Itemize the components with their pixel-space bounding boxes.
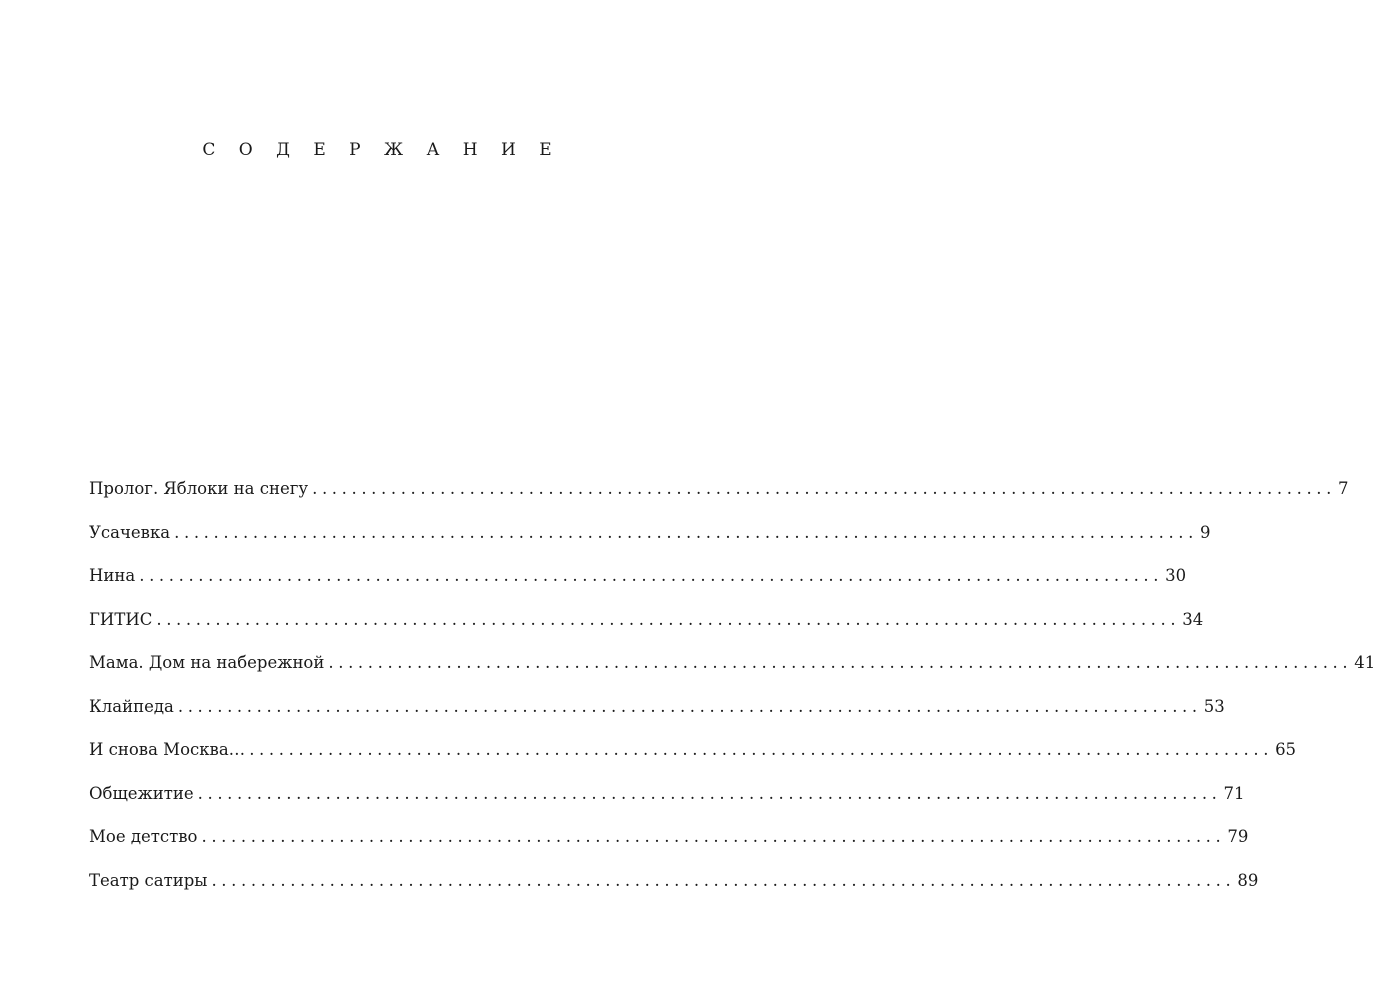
toc-entry-title: Усачевка: [89, 522, 171, 542]
toc-leader: ........................................................................................................: [177, 696, 1202, 716]
toc-entry[interactable]: [89, 477, 1349, 521]
toc-entry[interactable]: [89, 695, 1225, 739]
toc-page-number: 71: [1223, 783, 1245, 803]
toc-page-number: 41: [1354, 653, 1375, 672]
toc-entry-title: Общежитие: [89, 783, 194, 803]
toc-entry-title: Мама. Дом на набережной: [89, 653, 325, 672]
toc-leader: ........................................................................................................: [201, 827, 1226, 846]
toc-entry[interactable]: [89, 521, 1211, 565]
toc-page-number: 79: [1227, 827, 1249, 846]
toc-page-number: 9: [1200, 522, 1211, 542]
toc-entry-title: ГИТИС: [89, 609, 153, 629]
toc-leader: ........................................................................................................: [328, 653, 1353, 672]
toc-entry[interactable]: [89, 651, 1375, 695]
toc-entry-title: Пролог. Яблоки на снегу: [89, 479, 309, 498]
table-of-contents: [89, 477, 1375, 912]
toc-entry[interactable]: [89, 738, 1297, 782]
toc-entry[interactable]: [89, 825, 1249, 869]
toc-entry[interactable]: [89, 869, 1259, 913]
toc-entry[interactable]: [89, 608, 1204, 652]
toc-entry[interactable]: [89, 564, 1187, 608]
toc-entry-title: Нина: [89, 566, 136, 585]
toc-entry-title: И снова Москва…: [89, 740, 246, 759]
toc-entry-title: Мое детство: [89, 827, 198, 846]
toc-page-number: 30: [1165, 566, 1187, 585]
toc-leader: ........................................................................................................: [174, 522, 1198, 542]
toc-leader: ........................................................................................................: [211, 870, 1236, 890]
toc-leader: ........................................................................................................: [197, 783, 1222, 803]
toc-entry-title: Театр сатиры: [89, 870, 208, 890]
toc-leader: ........................................................................................................: [156, 609, 1181, 629]
toc-leader: ........................................................................................................: [139, 566, 1164, 585]
toc-page-number: 7: [1337, 479, 1349, 498]
toc-page-number: 34: [1182, 609, 1204, 629]
page-title: С О Д Е Р Ж А Н И Е: [202, 140, 561, 160]
toc-entry[interactable]: [89, 782, 1245, 826]
toc-leader: ........................................................................................................: [249, 740, 1274, 759]
toc-page-number: 53: [1203, 696, 1225, 716]
toc-page-number: 89: [1237, 870, 1259, 890]
toc-leader: ........................................................................................................: [312, 479, 1336, 498]
toc-entry-title: Клайпеда: [89, 696, 174, 716]
toc-page-number: 65: [1275, 740, 1297, 759]
